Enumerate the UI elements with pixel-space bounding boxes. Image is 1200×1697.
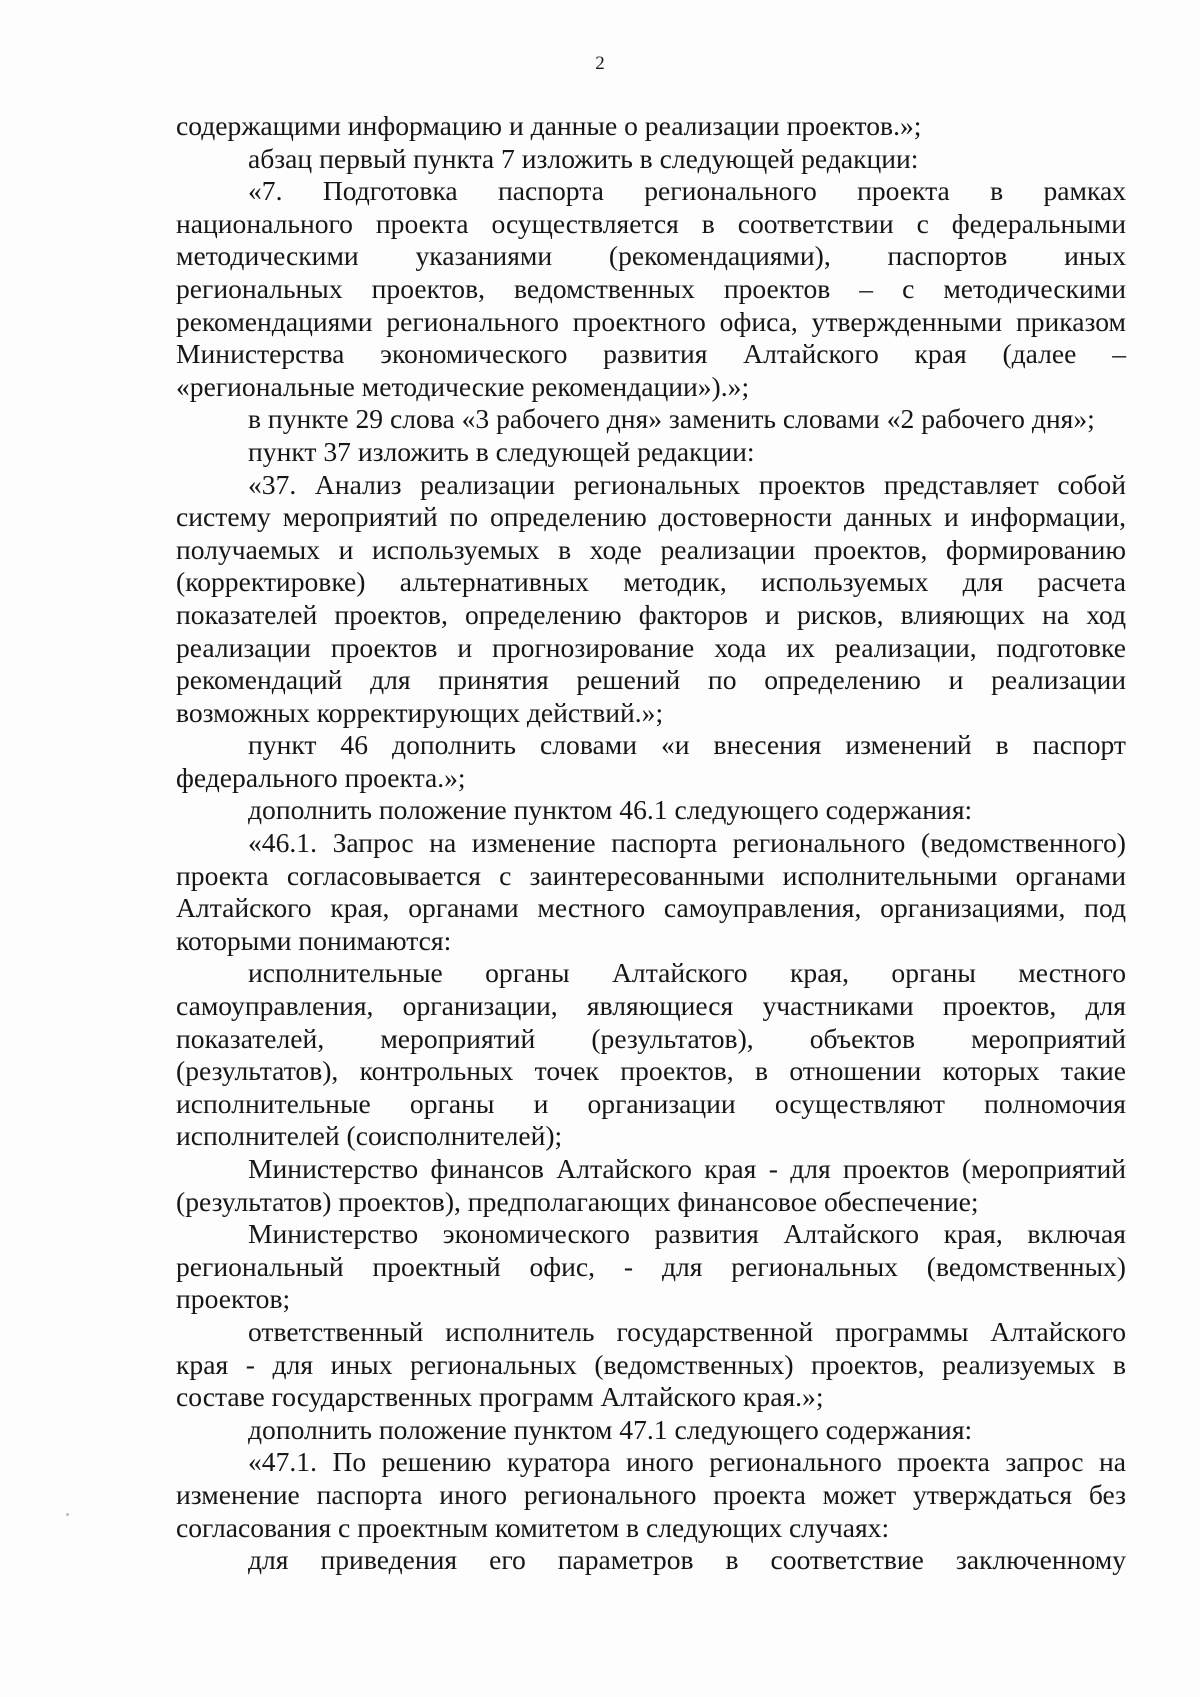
text-line: исполнителей (соисполнителей); — [176, 1120, 563, 1152]
text-line: проектов; — [176, 1283, 291, 1315]
text-line: для приведения его параметров в соответствие заключенному — [248, 1544, 1126, 1576]
paragraph — [176, 1153, 1126, 1218]
text-line: получаемых и используемых в ходе реализации проектов, формированию — [176, 533, 1126, 565]
text-line: методическими указаниями (рекомендациями), паспортов иных — [176, 240, 1126, 272]
text-line: национального проекта осуществляется в соответствии с федеральными — [176, 207, 1126, 239]
paragraph — [176, 1218, 1126, 1316]
text-line: региональный проектный офис, - для региональных (ведомственных) — [176, 1250, 1126, 1282]
text-line: показателей, мероприятий (результатов), объектов мероприятий — [176, 1022, 1126, 1054]
text-line: рекомендаций для принятия решений по определению и реализации — [176, 664, 1126, 696]
text-line: Алтайского края, органами местного самоуправления, организациями, под — [176, 892, 1126, 924]
text-line: возможных корректирующих действий.»; — [176, 696, 664, 728]
text-line: ответственный исполнитель государственной программы Алтайского — [248, 1315, 1126, 1347]
text-line: в пункте 29 слова «3 рабочего дня» заменить словами «2 рабочего дня»; — [248, 403, 1095, 435]
paragraph — [176, 1414, 1126, 1447]
text-line: абзац первый пункта 7 изложить в следующей редакции: — [248, 142, 919, 174]
text-line: реализации проектов и прогнозирование хода их реализации, подготовке — [176, 631, 1126, 663]
document-body — [176, 110, 1126, 1577]
paragraph — [176, 110, 1126, 143]
paragraph — [176, 729, 1126, 794]
paragraph — [176, 957, 1126, 1153]
text-line: пункт 46 дополнить словами «и внесения изменений в паспорт — [248, 729, 1126, 761]
text-line: Министерство экономического развития Алтайского края, включая — [248, 1218, 1126, 1250]
text-line: показателей проектов, определению факторов и рисков, влияющих на ход — [176, 598, 1126, 630]
paragraph — [176, 1544, 1126, 1577]
paragraph — [176, 1316, 1126, 1414]
text-line: края - для иных региональных (ведомственных) проектов, реализуемых в — [176, 1348, 1126, 1380]
text-line: Министерство финансов Алтайского края - для проектов (мероприятий — [248, 1153, 1126, 1184]
text-line: Министерства экономического развития Алтайского края (далее – — [176, 338, 1126, 370]
paragraph — [176, 175, 1126, 403]
paragraph — [176, 436, 1126, 469]
text-line: согласования с проектным комитетом в следующих случаях: — [176, 1511, 890, 1543]
text-line: «7. Подготовка паспорта регионального проекта в рамках — [248, 175, 1126, 207]
text-line: (корректировке) альтернативных методик, используемых для расчета — [176, 566, 1126, 598]
paragraph — [176, 143, 1126, 176]
text-line: «47.1. По решению куратора иного регионального проекта запрос на — [248, 1446, 1126, 1478]
text-line: содержащими информацию и данные о реализации проектов.»; — [176, 110, 922, 141]
text-line: (результатов), контрольных точек проектов, в отношении которых такие — [176, 1055, 1126, 1087]
text-line: исполнительные органы и организации осуществляют полномочия — [176, 1087, 1126, 1119]
text-line: «37. Анализ реализации региональных проектов представляет собой — [248, 468, 1126, 500]
text-line: систему мероприятий по определению достоверности данных и информации, — [176, 501, 1126, 533]
text-line: дополнить положение пунктом 47.1 следующего содержания: — [248, 1413, 973, 1445]
text-line: пункт 37 изложить в следующей редакции: — [248, 435, 755, 467]
page-number: 2 — [595, 53, 605, 74]
text-line: проекта согласовывается с заинтересованными исполнительными органами — [176, 859, 1126, 891]
text-line: региональных проектов, ведомственных проектов – с методическими — [176, 272, 1126, 304]
paragraph — [176, 469, 1126, 730]
text-line: исполнительные органы Алтайского края, органы местного — [248, 957, 1126, 989]
paragraph — [176, 1446, 1126, 1544]
text-line: которыми понимаются: — [176, 924, 452, 956]
text-line: составе государственных программ Алтайского края.»; — [176, 1381, 824, 1413]
paragraph — [176, 827, 1126, 957]
text-line: федерального проекта.»; — [176, 761, 466, 793]
scan-speck — [66, 1513, 69, 1516]
text-line: рекомендациями регионального проектного офиса, утвержденными приказом — [176, 305, 1126, 337]
text-line: изменение паспорта иного регионального проекта может утверждаться без — [176, 1478, 1126, 1510]
paragraph — [176, 403, 1126, 436]
text-line: «46.1. Запрос на изменение паспорта регионального (ведомственного) — [248, 827, 1126, 859]
text-line: дополнить положение пунктом 46.1 следующего содержания: — [248, 794, 973, 826]
paragraph — [176, 794, 1126, 827]
text-line: «региональные методические рекомендации»).»; — [176, 370, 750, 402]
text-line: (результатов) проектов), предполагающих финансовое обеспечение; — [176, 1185, 979, 1217]
text-line: самоуправления, организации, являющиеся участниками проектов, для — [176, 990, 1126, 1022]
